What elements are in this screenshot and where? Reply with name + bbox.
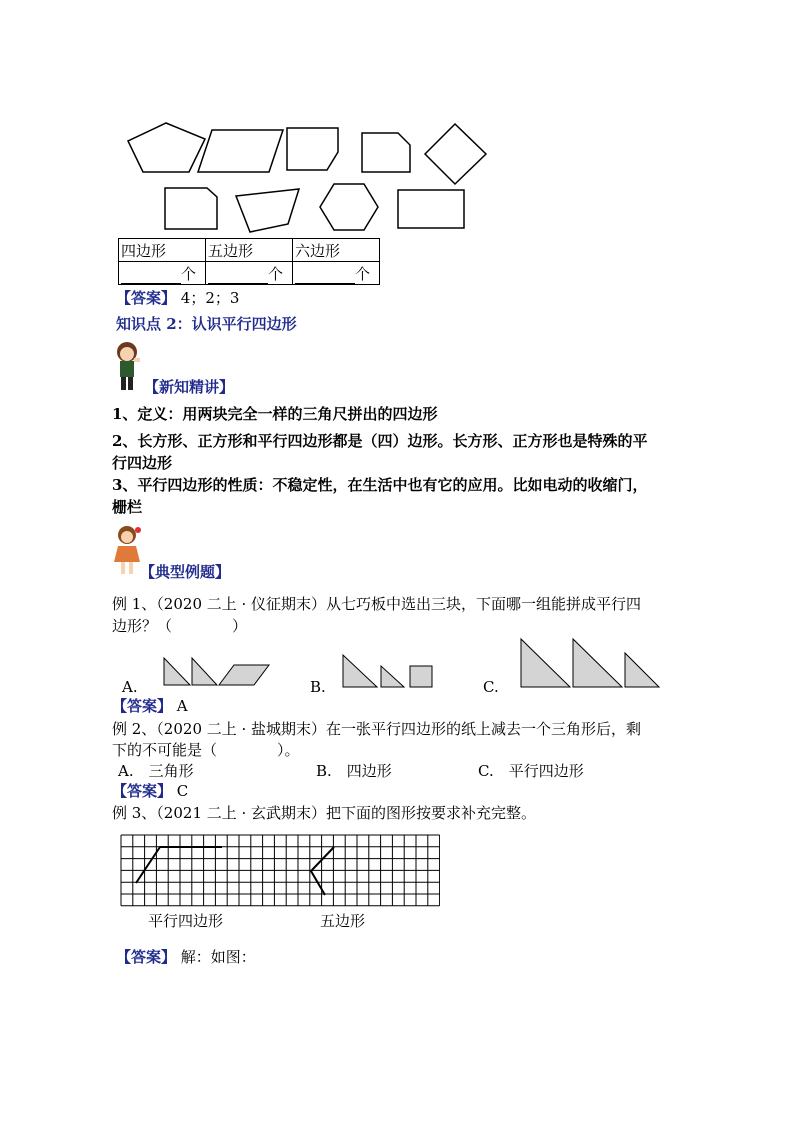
parallelogram-shape: [198, 130, 283, 172]
answer-text: A: [176, 697, 188, 715]
notched-square-shape: [287, 128, 338, 170]
example-1-options-figure: [0, 635, 794, 695]
option-b-square: [410, 666, 432, 687]
count-cell-hexagon[interactable]: 个: [293, 262, 380, 285]
example-2-line-2: 下的不可能是（ ）。: [112, 741, 300, 759]
knowledge-item-3-cont: 栅栏: [112, 498, 143, 516]
option-a-triangle-1: [164, 658, 190, 685]
cartoon-boy-icon: [112, 340, 144, 392]
knowledge-item-2: 2、长方形、正方形和平行四边形都是（四）边形。长方形、正方形也是特殊的平: [112, 432, 648, 450]
hexagon-shape: [320, 184, 378, 230]
examples-tag: 【典型例题】: [140, 563, 231, 581]
option-a-parallelogram: [219, 665, 269, 685]
knowledge-item-3: 3、平行四边形的性质：不稳定性，在生活中也有它的应用。比如电动的收缩门，: [112, 476, 648, 494]
cut-square-shape: [362, 133, 410, 172]
shapes-figure: [0, 0, 794, 240]
trapezoid-shape: [236, 189, 299, 232]
option-a-triangle-2: [192, 658, 217, 685]
option-c-triangle-2: [573, 639, 622, 687]
option-b-triangle-1: [343, 655, 377, 687]
example-1-answer: [112, 695, 188, 717]
example-3-line-1: 例 3、（2021 二上 · 玄武期末）把下面的图形按要求补充完整。: [112, 804, 537, 822]
pentagon-shape: [128, 123, 205, 172]
example-1-option-a[interactable]: A.: [122, 678, 138, 696]
example-1-line-1: 例 1、（2020 二上 · 仪征期末）从七巧板中选出三块，下面哪一组能拼成平行四: [112, 595, 642, 613]
answer-tag: 【答案】: [112, 782, 173, 800]
option-c-triangle-3: [625, 653, 659, 687]
example-1-line-2: 边形？（ ）: [112, 617, 248, 635]
example-2-answer: [112, 780, 188, 802]
example-1-option-b[interactable]: B.: [310, 678, 326, 696]
drawing-grid[interactable]: [120, 833, 440, 913]
answer-tag: 【答案】: [116, 948, 177, 966]
answer-1-line: [116, 287, 239, 309]
option-b-triangle-2: [381, 666, 404, 687]
example-3-answer: [116, 946, 256, 968]
header-quadrilateral: 四边形: [119, 239, 206, 262]
knowledge-item-2-cont: 行四边形: [112, 454, 173, 472]
diamond-shape: [425, 124, 486, 184]
rectangle-shape: [398, 190, 464, 228]
answer-text: 4；2；3: [180, 289, 240, 307]
count-table: [118, 238, 380, 285]
knowledge-item-1: 1、定义：用两块完全一样的三角尺拼出的四边形: [112, 405, 438, 423]
answer-text: C: [176, 782, 189, 800]
count-cell-pentagon[interactable]: 个: [206, 262, 293, 285]
answer-text: 解：如图：: [180, 948, 256, 966]
pentagon-partial-lines: [311, 847, 334, 895]
grid-label-parallelogram: 平行四边形: [148, 912, 224, 930]
example-2-option-a[interactable]: A. 三角形: [118, 762, 194, 780]
count-cell-quadrilateral[interactable]: 个: [119, 262, 206, 285]
answer-tag: 【答案】: [112, 697, 173, 715]
grid-label-pentagon: 五边形: [320, 912, 366, 930]
option-c-triangle-1: [521, 639, 570, 687]
example-2-option-c[interactable]: C. 平行四边形: [478, 762, 584, 780]
answer-tag: 【答案】: [116, 289, 177, 307]
example-2-line-1: 例 2、（2020 二上 · 盐城期末）在一张平行四边形的纸上减去一个三角形后，剩: [112, 720, 642, 738]
header-pentagon: 五边形: [206, 239, 293, 262]
header-hexagon: 六边形: [293, 239, 380, 262]
new-knowledge-tag: 【新知精讲】: [144, 378, 235, 396]
parallelogram-partial-lines: [136, 847, 222, 883]
example-2-option-b[interactable]: B. 四边形: [316, 762, 392, 780]
knowledge-point-title: 知识点 2：认识平行四边形: [116, 315, 297, 333]
example-1-option-c[interactable]: C.: [483, 678, 499, 696]
cut-corner-shape: [165, 188, 217, 229]
